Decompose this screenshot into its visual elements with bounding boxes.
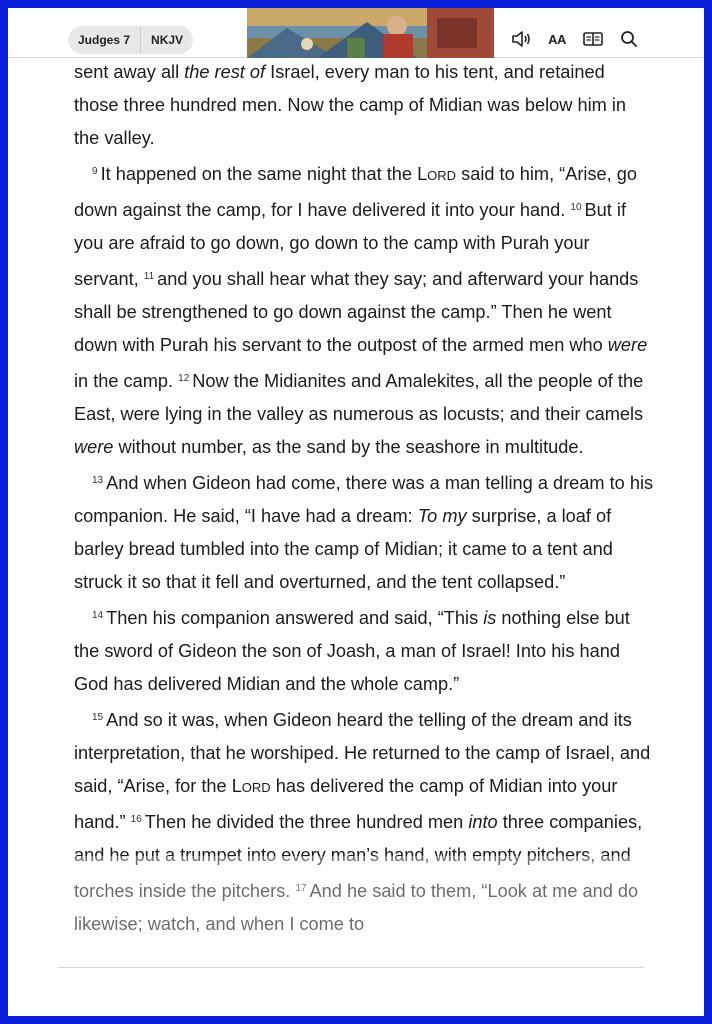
verse-number[interactable]: 11 bbox=[143, 271, 155, 282]
verse-text: Israel, every man to his tent, and retained those three hundred men. Now the camp of Midian was below him in the valley. bbox=[74, 62, 626, 148]
verse-italic: To my bbox=[417, 506, 467, 526]
verse-text: nothing else but the sword of Gideon the son of Joash, a man of Israel! Into his hand God has delivered Midian and the whole camp.” bbox=[74, 608, 630, 694]
top-toolbar bbox=[8, 8, 704, 58]
verse-number[interactable]: 9 bbox=[92, 166, 98, 177]
verse-number[interactable]: 15 bbox=[92, 712, 104, 723]
verse-number[interactable]: 10 bbox=[570, 202, 582, 213]
verse-italic: were bbox=[607, 335, 648, 355]
chapter-art-image bbox=[247, 8, 494, 58]
verse-text: said to him, “Arise, go down against the camp, for I have delivered it into your hand. bbox=[74, 164, 638, 220]
verse-number[interactable]: 12 bbox=[178, 373, 190, 384]
scripture-text bbox=[74, 56, 654, 941]
verse-number[interactable]: 16 bbox=[130, 814, 142, 825]
verse-number[interactable]: 17 bbox=[295, 883, 307, 894]
verse-text: And when Gideon had come, there was a man telling a dream to his companion. He said, “I have had a dream: bbox=[74, 473, 654, 526]
verse-small-caps: Lord bbox=[231, 776, 271, 796]
verse-text: in the camp. bbox=[74, 371, 179, 391]
verse-text: sent away all bbox=[74, 62, 185, 82]
reference-pill bbox=[68, 26, 193, 54]
verse-paragraph bbox=[74, 155, 654, 464]
verse-text: And so it was, when Gideon heard the telling of the dream and its interpretation, that he worshiped. He returned to the camp of Israel, and said, “Arise, for the bbox=[74, 710, 651, 796]
verse-paragraph bbox=[74, 701, 654, 941]
verse-paragraph bbox=[74, 464, 654, 599]
verse-number[interactable]: 14 bbox=[92, 610, 104, 621]
verse-text: And he said to them, “Look at me and do likewise; watch, and when I come to bbox=[74, 881, 639, 934]
tool-group bbox=[510, 28, 640, 50]
verse-italic: the rest of bbox=[184, 62, 266, 82]
search-icon[interactable] bbox=[618, 28, 640, 50]
verse-italic: were bbox=[74, 437, 114, 457]
verse-text: Now the Midianites and Amalekites, all the people of the East, were lying in the valley as numerous as locusts; and their camels bbox=[74, 371, 644, 424]
book-chapter-button[interactable]: Judges 7 bbox=[78, 33, 131, 47]
verse-text: It happened on the same night that the bbox=[100, 164, 418, 184]
verse-italic: into bbox=[468, 812, 498, 832]
book-icon[interactable] bbox=[582, 28, 604, 50]
verse-text: surprise, a loaf of barley bread tumbled into the camp of Midian; it came to a tent and struck it so that it fell and overturned, and the tent collapsed.” bbox=[74, 506, 613, 592]
verse-text: has delivered the camp of Midian into your hand.” bbox=[74, 776, 618, 832]
verse-number[interactable]: 13 bbox=[92, 475, 104, 486]
verse-text: Then he divided the three hundred men bbox=[144, 812, 469, 832]
verse-paragraph bbox=[74, 56, 654, 155]
verse-small-caps: Lord bbox=[417, 164, 457, 184]
verse-paragraph bbox=[74, 599, 654, 701]
verse-italic: is bbox=[483, 608, 497, 628]
verse-text: and you shall hear what they say; and afterward your hands shall be strengthened to go down against the camp.” Then he went down with Purah his servant to the outpost of the armed men who bbox=[74, 269, 639, 355]
verse-text: three companies, and he put a trumpet into every man’s hand, with empty pitchers, and torches inside the pitchers. bbox=[74, 812, 643, 901]
verse-text: But if you are afraid to go down, go down to the camp with Purah your servant, bbox=[74, 200, 626, 289]
verse-text: without number, as the sand by the seashore in multitude. bbox=[113, 437, 584, 457]
reader-screen bbox=[8, 8, 704, 1016]
text-size-button[interactable]: AA bbox=[548, 31, 566, 47]
verse-text: Then his companion answered and said, “This bbox=[106, 608, 484, 628]
speaker-icon[interactable] bbox=[510, 28, 532, 50]
translation-button[interactable]: NKJV bbox=[140, 26, 193, 54]
